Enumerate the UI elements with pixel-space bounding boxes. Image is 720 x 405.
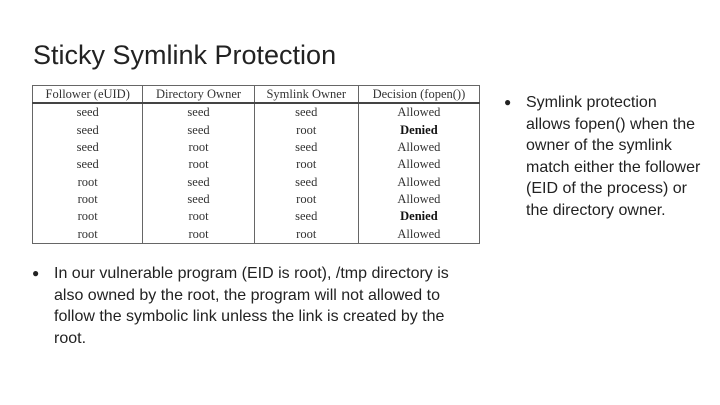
cell-follower: seed bbox=[33, 103, 143, 122]
cell-decision: Allowed bbox=[358, 139, 479, 156]
cell-symlink-owner: seed bbox=[254, 174, 358, 191]
header-symlink-owner: Symlink Owner bbox=[254, 86, 358, 104]
bullet-text: Symlink protection allows fopen() when the owner of the symlink match either the follower (EID of the process) or the directory owner. bbox=[526, 94, 701, 219]
header-follower: Follower (eUID) bbox=[33, 86, 143, 104]
cell-symlink-owner: seed bbox=[254, 103, 358, 122]
cell-follower: root bbox=[33, 226, 143, 244]
cell-symlink-owner: root bbox=[254, 226, 358, 244]
cell-follower: root bbox=[33, 208, 143, 225]
cell-decision: Allowed bbox=[358, 156, 479, 173]
cell-symlink-owner: root bbox=[254, 156, 358, 173]
table-row bbox=[33, 174, 480, 191]
cell-directory-owner: seed bbox=[143, 174, 254, 191]
symlink-decision-table bbox=[32, 85, 480, 244]
cell-symlink-owner: seed bbox=[254, 139, 358, 156]
cell-symlink-owner: root bbox=[254, 191, 358, 208]
cell-follower: root bbox=[33, 174, 143, 191]
table-row bbox=[33, 208, 480, 225]
bullet-item bbox=[32, 263, 472, 349]
table-row bbox=[33, 103, 480, 122]
cell-decision: Denied bbox=[358, 122, 479, 139]
bullet-dot-icon: ● bbox=[504, 95, 512, 109]
cell-directory-owner: seed bbox=[143, 191, 254, 208]
cell-decision: Allowed bbox=[358, 191, 479, 208]
cell-directory-owner: root bbox=[143, 208, 254, 225]
cell-symlink-owner: seed bbox=[254, 208, 358, 225]
bullet-list-right bbox=[504, 92, 704, 221]
cell-decision: Allowed bbox=[358, 103, 479, 122]
slide-title: Sticky Symlink Protection bbox=[33, 40, 337, 70]
table-header-row bbox=[33, 86, 480, 104]
cell-directory-owner: root bbox=[143, 226, 254, 244]
bullet-list-bottom bbox=[32, 263, 472, 349]
cell-decision: Denied bbox=[358, 208, 479, 225]
header-decision: Decision (fopen()) bbox=[358, 86, 479, 104]
bullet-item bbox=[504, 92, 704, 221]
cell-directory-owner: root bbox=[143, 156, 254, 173]
cell-follower: seed bbox=[33, 156, 143, 173]
cell-directory-owner: seed bbox=[143, 122, 254, 139]
cell-symlink-owner: root bbox=[254, 122, 358, 139]
table-row bbox=[33, 139, 480, 156]
cell-decision: Allowed bbox=[358, 226, 479, 244]
cell-follower: seed bbox=[33, 139, 143, 156]
cell-decision: Allowed bbox=[358, 174, 479, 191]
bullet-text: In our vulnerable program (EID is root), /tmp directory is also owned by the root, the program will not allowed to follow the symbolic link unless the link is created by the root. bbox=[54, 265, 449, 347]
cell-follower: root bbox=[33, 191, 143, 208]
decision-table bbox=[32, 85, 480, 244]
table-row bbox=[33, 156, 480, 173]
cell-directory-owner: seed bbox=[143, 103, 254, 122]
cell-directory-owner: root bbox=[143, 139, 254, 156]
table-row bbox=[33, 226, 480, 244]
cell-follower: seed bbox=[33, 122, 143, 139]
table-row bbox=[33, 122, 480, 139]
bullet-dot-icon: ● bbox=[32, 266, 40, 280]
table-row bbox=[33, 191, 480, 208]
header-directory-owner: Directory Owner bbox=[143, 86, 254, 104]
